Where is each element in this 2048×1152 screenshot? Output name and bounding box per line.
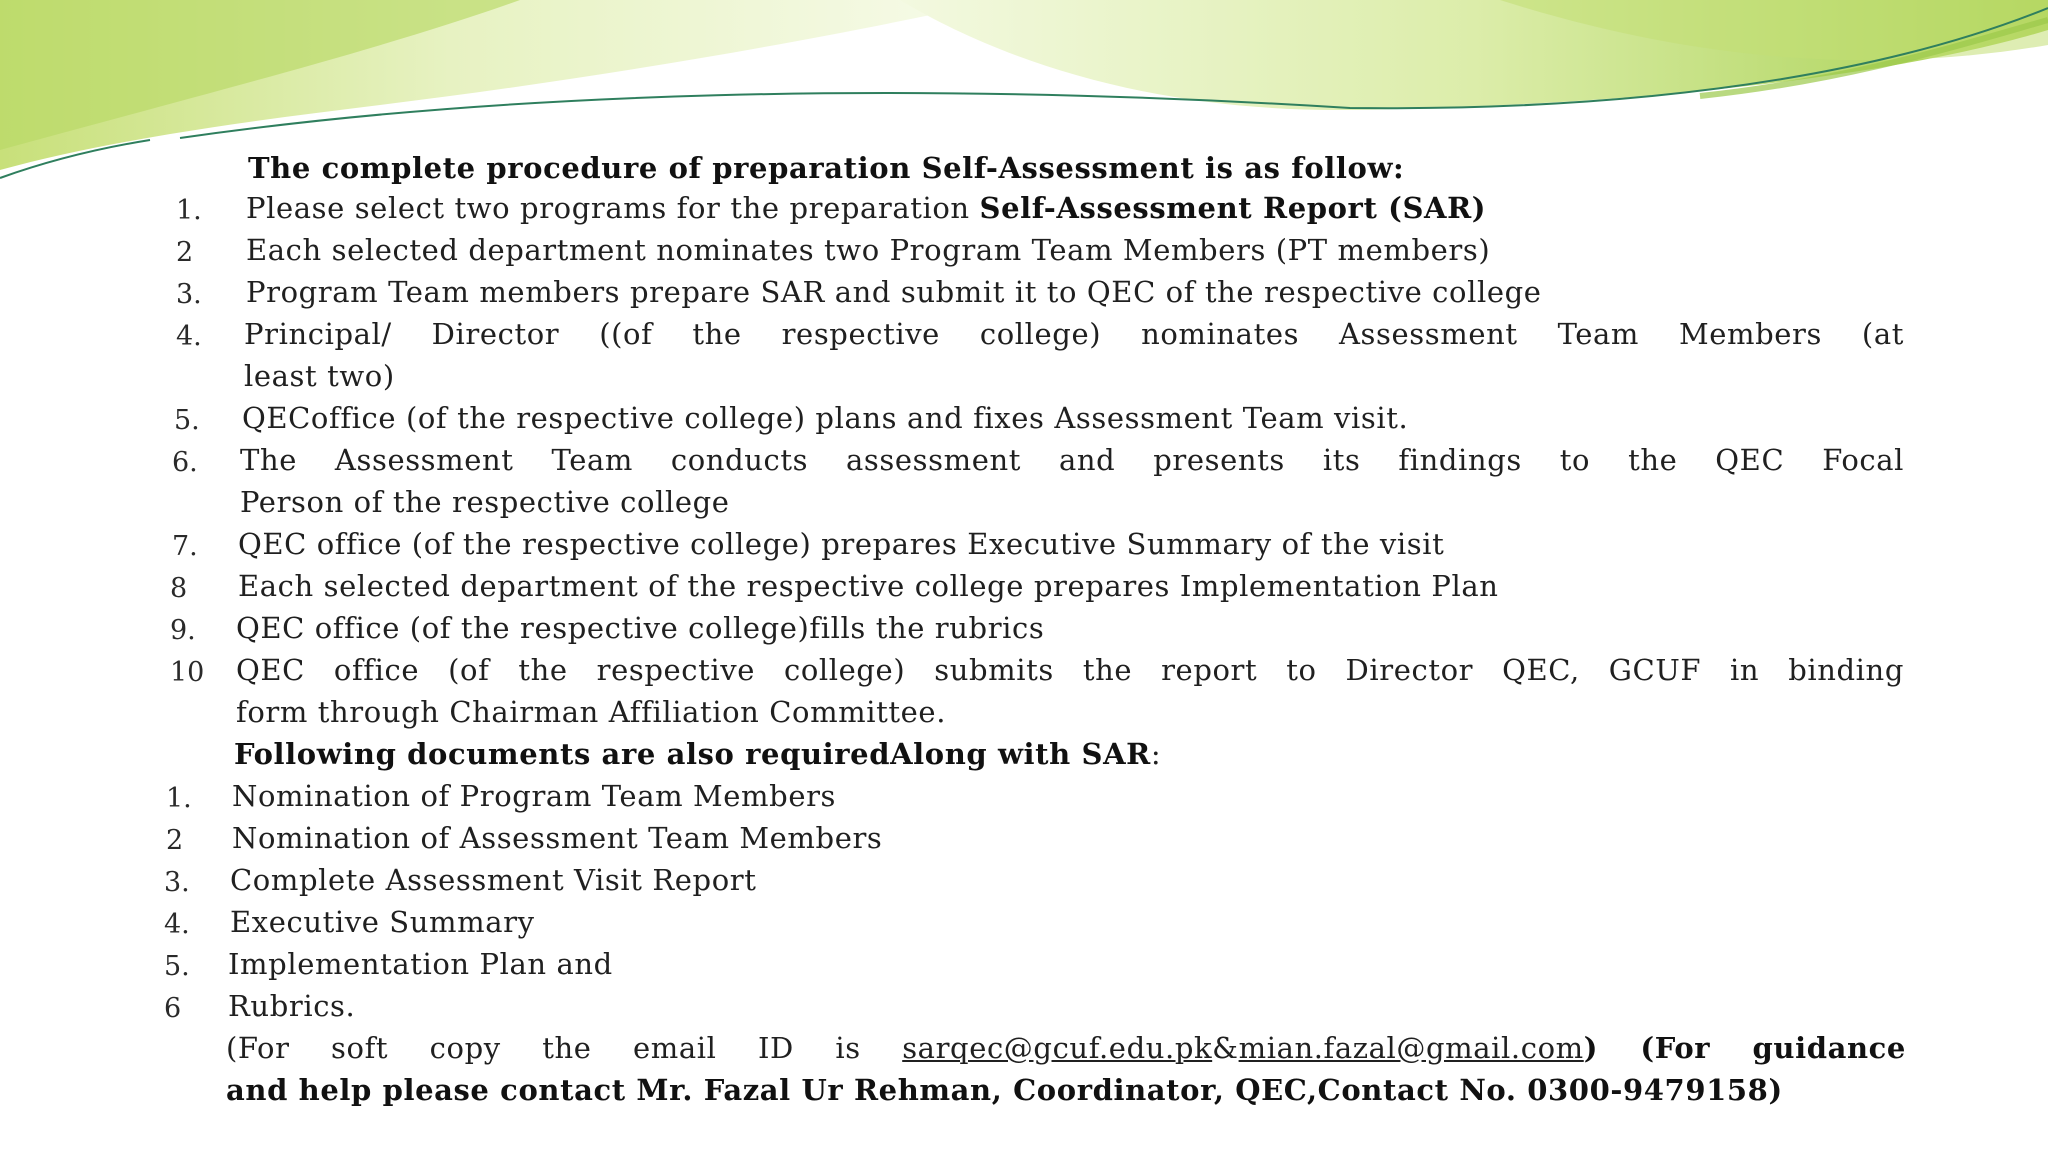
document-item: Nomination of Program Team Members: [232, 779, 837, 813]
step-number: 1.: [176, 195, 202, 226]
step-text: Each selected department of the respective college prepares Implementation Plan: [238, 569, 1499, 603]
document-number: 3.: [164, 867, 190, 898]
step-text-continued: form through Chairman Affiliation Committee.: [236, 695, 947, 729]
step-text: QEC office (of the respective college) submits the report to Director QEC, GCUF in binding: [236, 653, 1904, 687]
step-text: Principal/ Director ((of the respective college) nominates Assessment Team Members (at: [244, 317, 1904, 351]
step-text: Each selected department nominates two Program Team Members (PT members): [246, 233, 1491, 267]
step-text-continued: Person of the respective college: [240, 485, 730, 519]
document-item: Implementation Plan and: [228, 947, 613, 981]
document-number: 4.: [164, 909, 190, 940]
step-text: QEC office (of the respective college)fills the rubrics: [236, 611, 1045, 645]
step-number: 5.: [174, 405, 200, 436]
contact-line-2: and help please contact Mr. Fazal Ur Rehman, Coordinator, QEC,Contact No. 0300-9479158): [226, 1073, 1783, 1107]
step-text: Program Team members prepare SAR and submit it to QEC of the respective college: [246, 275, 1542, 309]
contact-suffix: ) (For guidance: [1583, 1031, 1906, 1065]
documents-heading-text: Following documents are also requiredAlong with SAR: [234, 737, 1151, 771]
document-item: Executive Summary: [230, 905, 535, 939]
step-text: QECoffice (of the respective college) plans and fixes Assessment Team visit.: [242, 401, 1409, 435]
step-text-bold: Self-Assessment Report (SAR): [979, 191, 1487, 225]
email-link-mian-fazal[interactable]: mian.fazal@gmail.com: [1238, 1031, 1584, 1065]
procedure-heading: The complete procedure of preparation Self-Assessment is as follow:: [248, 151, 1405, 185]
step-number: 3.: [176, 279, 202, 310]
step-text-continued: least two): [244, 359, 395, 393]
contact-prefix: (For soft copy the email ID is: [226, 1031, 903, 1065]
step-number: 10: [170, 657, 205, 688]
step-number: 4.: [176, 321, 202, 352]
step-number: 6.: [172, 447, 198, 478]
step-number: 8: [170, 573, 188, 604]
step-text: [246, 190, 1486, 226]
step-text-plain: Please select two programs for the preparation: [246, 191, 980, 225]
step-number: 2: [176, 237, 194, 268]
step-text: The Assessment Team conducts assessment and presents its findings to the QEC Focal: [240, 443, 1904, 477]
step-text: QEC office (of the respective college) prepares Executive Summary of the visit: [238, 527, 1445, 561]
documents-heading: [234, 736, 1161, 772]
contact-line: [226, 1030, 1906, 1066]
contact-ampersand: &: [1212, 1031, 1239, 1065]
document-number: 5.: [164, 951, 190, 982]
document-item: Rubrics.: [228, 989, 356, 1023]
step-number: 7.: [172, 531, 198, 562]
document-number: 6: [164, 993, 182, 1024]
email-link-sarqec[interactable]: sarqec@gcuf.edu.pk: [902, 1031, 1213, 1065]
step-number: 9.: [170, 615, 196, 646]
document-item: Complete Assessment Visit Report: [230, 863, 757, 897]
document-item: Nomination of Assessment Team Members: [232, 821, 883, 855]
document-number: 1.: [166, 783, 192, 814]
document-number: 2: [166, 825, 184, 856]
documents-heading-colon: :: [1150, 737, 1162, 771]
